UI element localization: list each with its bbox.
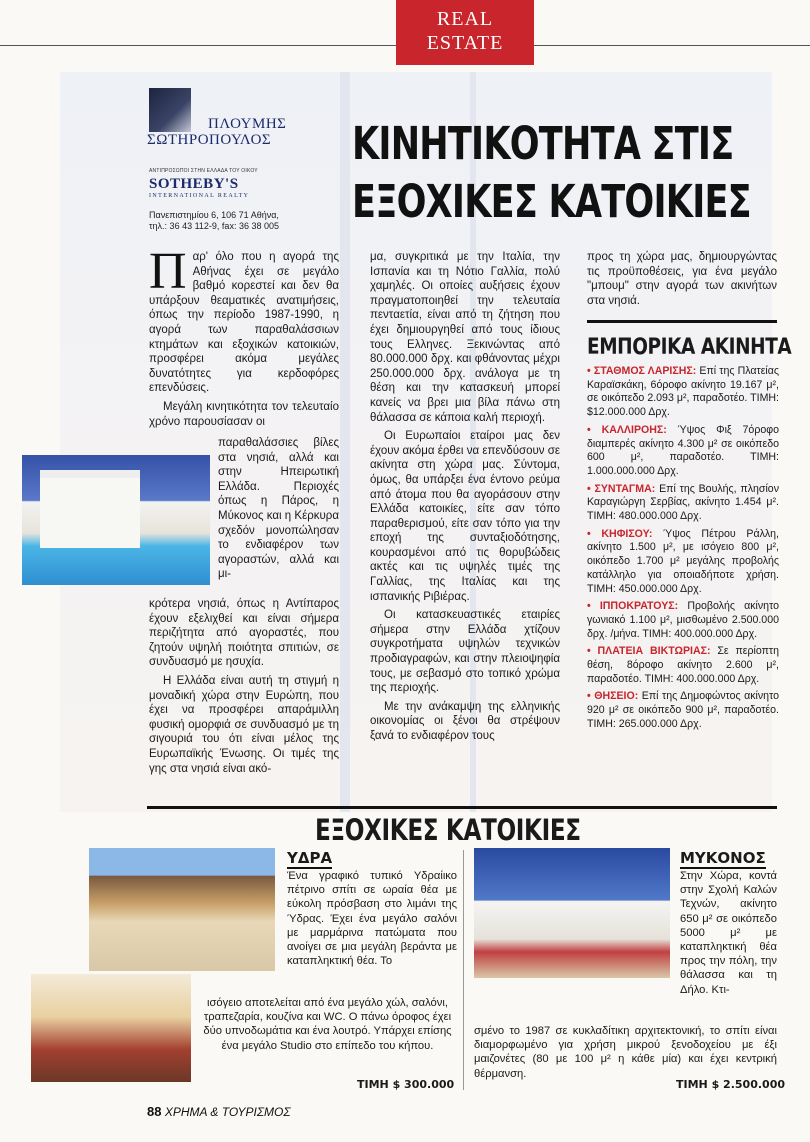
section-tab <box>396 0 534 65</box>
hydra-interior-photo <box>31 974 191 1082</box>
section-rule <box>147 806 777 809</box>
background-column-shadow <box>340 72 350 812</box>
agent-address <box>149 210 319 232</box>
address-line: Πανεπιστημίου 6, 106 71 Αθήνα, <box>149 210 279 220</box>
article-column-1-continued <box>149 597 339 780</box>
brand-subtitle: INTERNATIONAL REALTY <box>149 193 250 199</box>
hydra-harbor-photo <box>89 848 275 971</box>
listing-item <box>587 365 779 420</box>
commercial-heading: ΕΜΠΟΡΙΚΑ ΑΚΙΝΗΤΑ <box>587 335 792 360</box>
commercial-rule <box>587 320 777 323</box>
hydra-heading: ΥΔΡΑ <box>287 849 333 867</box>
listing-item <box>587 645 779 686</box>
mykonos-description-continued <box>474 1024 777 1085</box>
listing-item <box>587 600 779 641</box>
paragraph: Οι κατασκευαστικές εταιρίες σήμερα στην Ελλάδα χτίζουν συγκροτήματα υψηλών τεχνικών προδιαγραφών, και στην πλειοψηφία τους, με σεβασμό στο τοπικό χρώμα της περιοχής. <box>370 609 560 695</box>
column-divider <box>463 850 464 1090</box>
listing-item <box>587 424 779 479</box>
listing-location: • ΣΤΑΘΜΟΣ ΛΑΡΙΣΗΣ: <box>587 365 697 377</box>
paragraph: προς τη χώρα μας, δημιουργώντας τις προϋποθέσεις, για ένα μεγάλο "μπουμ" στην αγορά των ακινήτων στα νησιά. <box>587 251 777 307</box>
agent-name-line1: ΠΛΟΥΜΗΣ <box>208 116 287 132</box>
paragraph: κρότερα νησιά, όπως η Αντίπαρος έχουν εξελιχθεί και είναι σήμερα περιζήτητα από αγοραστές, που ζητούν υψηλή ποιότητα σπιτιών, σε συνδυασμό με ησυχία. <box>149 598 339 669</box>
listing-location: • ΙΠΠΟΚΡΑΤΟΥΣ: <box>587 600 679 613</box>
listing-location: • ΘΗΣΕΙΟ: <box>587 690 639 703</box>
listing-details: Ύψος Φιξ 7όροφο διαμπερές ακίνητο 4.300 μ² σε οικόπεδο 600 μ², παραδοτέο. ΤΙΜΗ: 1.000.000.000 Δρχ. <box>587 423 779 477</box>
listing-details: Προβολής ακίνητο γωνιακό 1.100 μ², μισθωμένο 2.500.000 δρχ. /μήνα. ΤΙΜΗ: 400.000.000 Δρχ. <box>587 600 779 640</box>
publication-name: ΧΡΗΜΑ & ΤΟΥΡΙΣΜΟΣ <box>164 1105 291 1119</box>
article-column-2 <box>370 250 560 748</box>
listing-details: Επί της Βουλής, πλησίον Καραγιώργη Σερβίας, ακίνητο 1.454 μ². ΤΙΜΗ: 480.000.000 Δρχ. <box>587 482 779 523</box>
mykonos-price: ΤΙΜΗ $ 2.500.000 <box>676 1078 785 1091</box>
drop-cap: Π <box>149 243 187 300</box>
listing-item <box>587 483 779 524</box>
listing-location: • ΚΑΛΛΙΡΟΗΣ: <box>587 423 667 436</box>
brand-logo: SOTHEBY'S <box>149 176 239 192</box>
article-column-3 <box>587 250 777 312</box>
hydra-description-continued <box>198 996 457 1057</box>
listing-location: • ΠΛΑΤΕΙΑ ΒΙΚΤΩΡΙΑΣ: <box>587 645 711 658</box>
listing-details: Επί της Δημοφώντος ακίνητο 920 μ² σε οικόπεδο 900 μ², παραδοτέο. ΤΙΜΗ: 265.000.000 Δρχ. <box>587 690 779 730</box>
listing-details: Ύψος Πέτρου Ράλλη, ακίνητο 1.500 μ², με ισόγειο 800 μ², οικόπεδο 1.700 μ² μεγάλης προβολής κατάλληλο για οποιαδήποτε χρήση. ΤΙΜΗ: 450.000.000 Δρχ. <box>587 527 779 595</box>
section-tab-line1: REAL <box>436 8 494 30</box>
mykonos-heading: ΜΥΚΟΝΟΣ <box>680 849 766 867</box>
paragraph: μα, συγκριτικά με την Ιταλία, την Ισπανία και τη Νότιο Γαλλία, πολύ χαμηλές. Οι οποίες αυξήσεις έχουν πραγματοποιηθεί την τελευταία πενταετία, είναι από τη ζήτηση που έχει δημιουργηθεί από τους ίδιους τους Ελληνες. Ξεκινώντας από 80.000.000 δρχ. και φθάνοντας μέχρι 250.000.000 δρχ. ανάλογα με τη θέση και την κατασκευή μπορεί κανείς να βρει μια βίλα πάνω στη θάλασσα σε κάποια καλή περιοχή. <box>370 251 560 424</box>
hydra-price: ΤΙΜΗ $ 300.000 <box>357 1078 455 1091</box>
paragraph: Μεγάλη κινητικότητα τον τελευταίο χρόνο παρουσίασαν οι <box>149 400 339 428</box>
paragraph-text: αρ' όλο που η αγορά της Αθήνας έχει σε μεγάλο βαθμό κορεστεί και δεν θα υπάρξουν θεαματικές ανατιμήσεις, όπως την περίοδο 1987-1990, η αγορά των παραθαλάσσιων κτημάτων και εξοχικών κατοικιών, προσφέρει ακόμα μεγάλες δυνατότητες για κερδοφόρες επενδύσεις. <box>149 251 339 395</box>
paragraph: Ένα γραφικό τυπικό Υδραίικο πέτρινο σπίτι σε ωραία θέα με εύκολη πρόσβαση στο λιμάνι της Ύδρας. Έχει ένα μεγάλο σαλόνι με μαρμάρινα πατώματα που ανοίγει σε μια μεγάλη βεράντα με καταπληκτική θέα. Το <box>287 870 457 968</box>
page-title-line1: ΚΙΝΗΤΙΚΟΤΗΤΑ ΣΤΙΣ <box>352 117 734 170</box>
page-title <box>352 115 751 231</box>
commercial-listings <box>587 365 779 736</box>
paragraph: ισόγειο αποτελείται από ένα μεγάλο χώλ, σαλόνι, τραπεζαρία, κουζίνα και WC. Ο πάνω όροφος έχει δύο υπνοδωμάτια και ένα λουτρό. Υπάρχει επίσης ένα μεγάλο Studio στο επίπεδο του κήπου. <box>203 997 452 1052</box>
paragraph: Στην Χώρα, κοντά στην Σχολή Καλών Τεχνών, ακίνητο 650 μ² σε οικόπεδο 5000 μ² με καταπληκτική θέα προς την πόλη, την θάλασσα και τη Δήλο. Κτι- <box>680 870 777 996</box>
phone-line: τηλ.: 36 43 112-9, fax: 36 38 005 <box>149 221 279 231</box>
villa-building <box>40 470 140 548</box>
page-number: 88 <box>147 1104 162 1119</box>
mykonos-villa-photo <box>474 848 670 978</box>
mykonos-description <box>680 869 777 1001</box>
listing-location: • ΚΗΦΙΣΟΥ: <box>587 527 653 540</box>
representative-label: ΑΝΤΙΠΡΟΣΩΠΟΙ ΣΤΗΝ ΕΛΛΑΔΑ ΤΟΥ ΟΙΚΟΥ <box>149 168 258 174</box>
hydra-description <box>287 869 457 972</box>
paragraph: Η Ελλάδα είναι αυτή τη στιγμή η μοναδική χώρα στην Ευρώπη, που έχει να προσφέρει απαράμιλλη φυσική ομορφιά σε συνδυασμό με τη σιγουριά του ότι είναι μέλος της Ευρωπαϊκής Ένωσης. Οι τιμές της γης στα νησιά είναι ακό- <box>149 674 339 775</box>
listing-item <box>587 690 779 731</box>
agent-name-line2: ΣΩΤΗΡΟΠΟΥΛΟΣ <box>147 132 272 148</box>
listing-details: Σε περίοπτη θέση, 8όροφο ακίνητο 2.600 μ², παραδοτέο. ΤΙΜΗ: 400.000.000 Δρχ. <box>587 645 780 685</box>
paragraph: σμένο το 1987 σε κυκλαδίτικη αρχιτεκτονική, το σπίτι είναι διαμορφωμένο για χρήση μικρού ξενοδοχείου με έξι μαιζονέτες (80 με 100 μ² η κάθε μία) και έχει κεντρική θέρμανση. <box>474 1025 777 1080</box>
page-title-line2: ΕΞΟΧΙΚΕΣ ΚΑΤΟΙΚΙΕΣ <box>352 175 751 228</box>
listing-location: • ΣΥΝΤΑΓΜΑ: <box>587 482 656 495</box>
agent-portrait <box>149 88 191 132</box>
paragraph: Με την ανάκαμψη της ελληνικής οικονομίας οι ξένοι θα στρέψουν ξανά το ενδιαφέρον τους <box>370 700 560 742</box>
paragraph: Οι Ευρωπαίοι εταίροι μας δεν έχουν ακόμα έρθει να επενδύσουν σε ακίνητα στη χώρα μας. Σύντομα, όμως, θα υπάρξει ένα έντονο ρεύμα από άτομα που θα αγοράσουν στην Ελλάδα κατοικίες, είτε σαν τόπο παραθερισμού, είτε σαν τόπο για την εποχή της συνταξιοδότησης, κουρασμένοι από τις θορυβώδεις ακτές και τις υψηλές τιμές της Γαλλίας, της Ιταλίας και της ισπανικής Ριβιέρας. <box>370 430 560 603</box>
listing-details: Επί της Πλατείας Καραϊσκάκη, 6όροφο ακίνητο 19.167 μ², σε οικόπεδο 2.093 μ², παραδοτέο. ΤΙΜΗ: $12.000.000 Δρχ. <box>587 365 779 419</box>
article-column-1 <box>149 243 339 433</box>
agent-name <box>147 116 287 148</box>
page-footer <box>147 1104 291 1119</box>
paragraph <box>149 243 339 396</box>
country-homes-heading: ΕΞΟΧΙΚΕΣ ΚΑΤΟΙΚΙΕΣ <box>315 813 581 847</box>
paragraph: παραθαλάσσιες βίλες στα νησιά, αλλά και στην Ηπειρωτική Ελλάδα. Περιοχές όπως η Πάρος, η Μύκονος και η Κέρκυρα σχεδόν μονοπώλησαν το ενδιαφέρον των αγοραστών, αλλά και μι- <box>218 437 339 581</box>
section-tab-line2: ESTATE <box>426 32 504 54</box>
listing-item <box>587 528 779 597</box>
article-column-1-wrap <box>218 436 339 586</box>
